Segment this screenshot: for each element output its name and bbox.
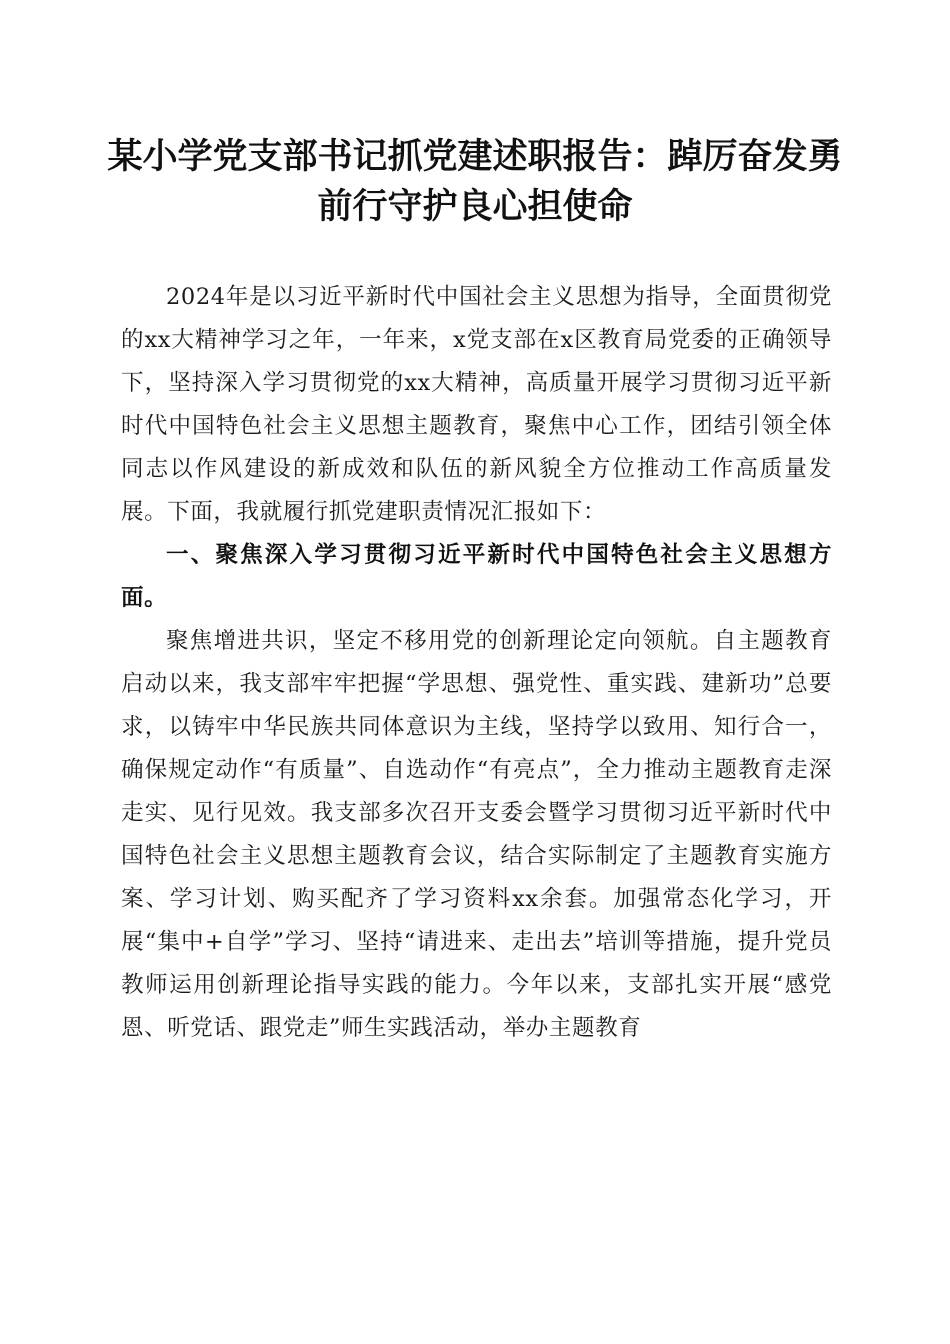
section-paragraph: 聚焦增进共识，坚定不移用党的创新理论定向领航。自主题教育启动以来，我支部牢牢把握“学思想、强党性、重实践、建新功”总要求，以铸牢中华民族共同体意识为主线，坚持学以致用、知行合一，确保规定动作“有质量”、自选动作“有亮点”，全力推动主题教育走深走实、见行见效。我支部多次召开支委会暨学习贯彻习近平新时代中国特色社会主义思想主题教育会议，结合实际制定了主题教育实施方案、学习计划、购买配齐了学习资料xx余套。加强常态化学习，开展“集中+自学”学习、坚持“请进来、走出去”培训等措施，提升党员教师运用创新理论指导实践的能力。今年以来，支部扎实开展“感党恩、听党话、跟党走”师生实践活动，举办主题教育 [121,628,832,1041]
section-heading: 一、聚焦深入学习贯彻习近平新时代中国特色社会主义思想方面。 [121,542,832,611]
intro-paragraph: 2024年是以习近平新时代中国社会主义思想为指导，全面贯彻党的xx大精神学习之年，一年来，x党支部在x区教育局党委的正确领导下，坚持深入学习贯彻党的xx大精神，高质量开展学习贯彻习近平新时代中国特色社会主义思想主题教育，聚焦中心工作，团结引领全体同志以作风建设的新成效和队伍的新风貌全方位推动工作高质量发展。下面，我就履行抓党建职责情况汇报如下： [121,284,832,525]
document-title: 某小学党支部书记抓党建述职报告：踔厉奋发勇前行守护良心担使命 [107,136,843,227]
document-body [121,276,832,1050]
